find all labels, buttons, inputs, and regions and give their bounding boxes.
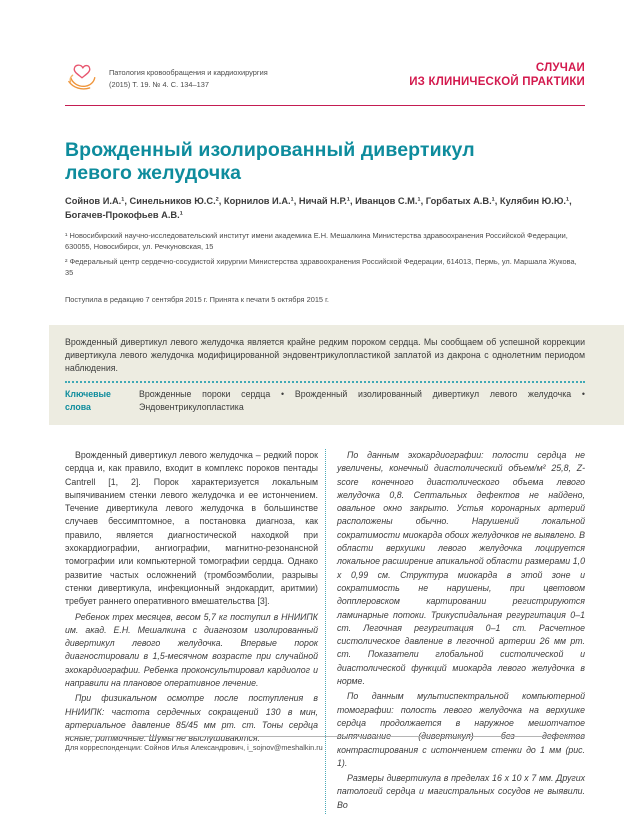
hands-holding-heart-logo-icon xyxy=(65,60,99,98)
abstract-text: Врожденный дивертикул левого желудочка является крайне редким пороком сердца. Мы сообщаем об успешной коррекции дивертикула левого желудочка модифицированной эндовентрикулопластикой заплатой из дакрона с однолетним периодом наблюдения. xyxy=(65,337,585,373)
journal-meta xyxy=(109,67,268,91)
keywords-row xyxy=(65,388,585,414)
affiliation-1: ¹ Новосибирский научно-исследовательский институт имени академика Е.Н. Мешалкина Министерства здравоохранения Российской Федерации, 630055, Новосибирск, ул. Речкуновская, 15 xyxy=(65,231,568,251)
body-paragraph: Врожденный дивертикул левого желудочка – редкий порок сердца и, как правило, входит в комплекс пороков пентады Cantrell [1, 2]. Порок характеризуется локальным выпячиванием стенки левого желудочка и ее истончением. Течение дивертикула левого желудочка в большинстве случаев бессимптомное, а постановка диагноза, как правило, является диагностической находкой при эхокардиографии, ангиографии, магнитно-резонансной томографии или компьютерной томографии сердца. Однако развитие частых осложнений (тромбоэмболии, разрывы стенки дивертикула, инфекционный эндокардит, аритмии) требует раннего оперативного вмешательства [3]. xyxy=(65,450,318,607)
body-paragraph: При физикальном осмотре после поступления в ННИИПК: частота сердечных сокращений 130 в мин, артериальное давление 85/45 мм рт. ст. Тоны сердца ясные, ритмичные. Шумы не выслушиваются. xyxy=(65,693,318,744)
left-column xyxy=(65,449,318,814)
keywords-text: Врожденные пороки сердца • Врожденный изолированный дивертикул левого желудочка • Эндовентрикулопластика xyxy=(139,389,585,412)
body-paragraph: По данным мультиспектральной компьютерной томографии: полость левого желудочка на верхушке сердца продолжается в наружное мешотчатое выпячивание (дивертикул) без дефектов контрастирования с истончением стенки до 1 мм (рис. 1). xyxy=(337,691,585,768)
journal-title: Патология кровообращения и кардиохирургия xyxy=(109,68,268,77)
received-dates: Поступила в редакцию 7 сентября 2015 г. Принята к печати 5 октября 2015 г. xyxy=(65,295,329,304)
page-header xyxy=(65,60,585,98)
correspondence-line: Для корреспонденции: Сойнов Илья Александрович, i_sojnov@meshalkin.ru xyxy=(65,743,323,752)
section-label-line1: СЛУЧАИ xyxy=(535,62,585,74)
keywords-label: Ключевые слова xyxy=(65,389,111,412)
body-paragraph: Ребенок трех месяцев, весом 5,7 кг поступил в ННИИПК им. акад. Е.Н. Мешалкина с диагнозом изолированный дивертикул левого желудочка. Впервые порок диагностировали в 1,5-месячном возрасте при случайной эхокардиографии. Ребенка проконсультировал кардиолог и направили на плановое оперативное лечение. xyxy=(65,611,318,689)
right-column xyxy=(326,449,585,814)
body-columns xyxy=(65,449,585,814)
section-label-line2: ИЗ КЛИНИЧЕСКОЙ ПРАКТИКИ xyxy=(409,75,585,88)
article-title-line2: левого желудочка xyxy=(65,161,242,184)
page-footer xyxy=(65,736,585,753)
section-label xyxy=(409,62,585,89)
abstract-box xyxy=(49,325,624,425)
article-title xyxy=(65,139,585,184)
affiliation-2: ² Федеральный центр сердечно-сосудистой хирургии Министерства здравоохранения Российской Федерации, 614013, Пермь, ул. Маршала Жукова, 35 xyxy=(65,257,577,277)
journal-issue: (2015) Т. 19. № 4. С. 134–137 xyxy=(109,80,209,89)
journal-brand xyxy=(65,60,268,98)
footer-divider xyxy=(65,736,585,737)
body-paragraph: По данным эхокардиографии: полости сердца не увеличены, конечный диастолический объем/м² 25,8, Z-score конечного диастолического объема левого желудочка 0,8. Септальных дефектов не найдено, овальное окно закрыто. Устья коронарных артерий расположены обычно. Нарушений локальной сократимости миокарда обоих желудочков не выявлено. В области верхушки левого желудочка лоцируется локальное расширение апикальной области размерами 1,0 х 0,99 см. Структура миокарда в этой зоне и сократимость не нарушены, при цветовом допплеровском картировании регистрируются ламинарные потоки. Трикуспидальная регургитация 0–1 ст. Легочная регургитация 0–1 ст. Расчетное систолическое давление в легочной артерии 26 мм рт. ст. Показатели глобальной систолической и диастолической функций миокарда левого желудочка в норме. xyxy=(337,450,585,687)
article-title-line1: Врожденный изолированный дивертикул xyxy=(65,139,475,161)
keywords-divider xyxy=(65,381,585,383)
header-divider xyxy=(65,105,585,106)
body-paragraph: Размеры дивертикула в пределах 16 х 10 х 7 мм. Других патологий сердца и магистральных сосудов не выявили. Во xyxy=(337,773,585,810)
authors-line: Сойнов И.А.¹, Синельников Ю.С.², Корнилов И.А.¹, Ничай Н.Р.¹, Иванцов С.М.¹, Горбатых А.В.¹, Кулябин Ю.Ю.¹, Богачев-Прокофьев А.В.¹ xyxy=(65,196,572,220)
